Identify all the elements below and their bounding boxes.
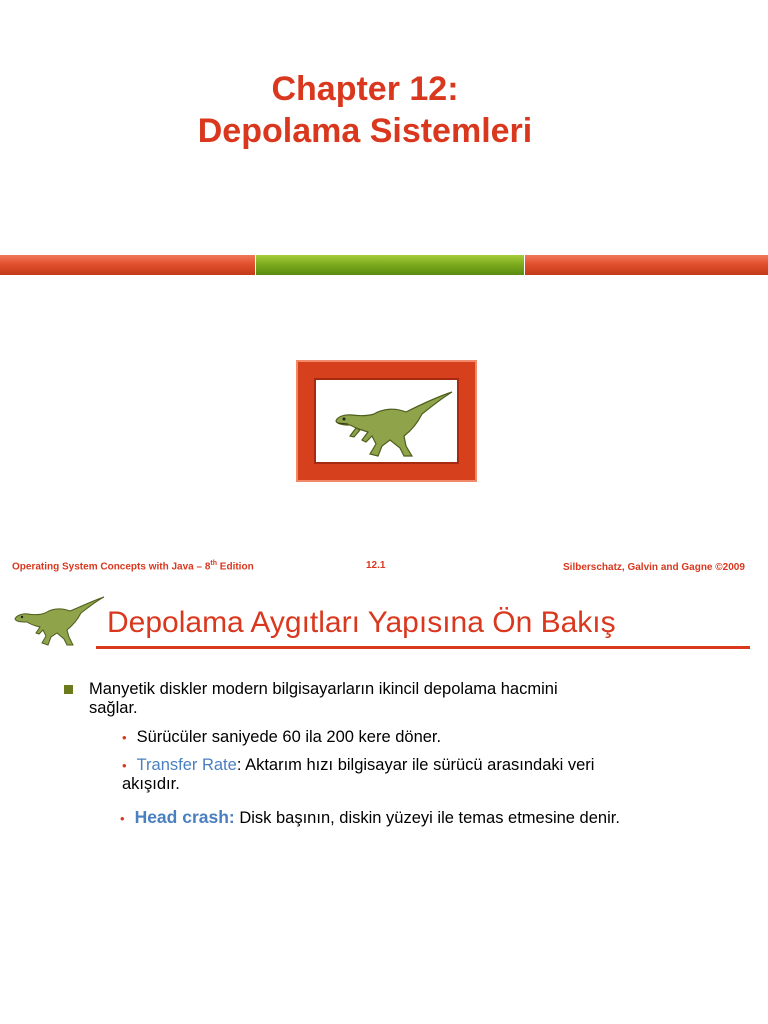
footer-copyright: Silberschatz, Galvin and Gagne ©2009 [563, 562, 745, 573]
sub-bullet-item: • Sürücüler saniyede 60 ila 200 kere döner. [122, 728, 442, 746]
decorative-band-middle [256, 255, 524, 275]
decorative-band-right [525, 255, 768, 275]
content-slide [0, 585, 768, 1024]
footer-page-number: 12.1 [366, 560, 386, 571]
bullet-dot: • [120, 811, 125, 826]
slide-heading: Depolama Aygıtları Yapısına Ön Bakış [107, 606, 616, 639]
heading-underline [96, 646, 750, 649]
square-bullet-icon [64, 685, 73, 694]
bullet-dot: • [122, 758, 127, 773]
dinosaur-picture-frame [298, 362, 475, 480]
title-line-1: Chapter 12: [271, 70, 459, 108]
sub-bullet-item: • Transfer Rate: Aktarım hızı bilgisayar ile sürücü arasındaki veri akışıdır. [122, 756, 595, 793]
footer-book-title: Operating System Concepts with Java – 8th Edition [12, 560, 254, 573]
decorative-band-left [0, 255, 255, 275]
term-head-crash: Head crash: [134, 807, 235, 827]
bullet-dot: • [122, 730, 127, 745]
bullet-item: Manyetik diskler modern bilgisayarların ikincil depolama hacmini sağlar. [89, 680, 558, 717]
slide-title [0, 68, 730, 152]
dinosaur-image [6, 591, 106, 649]
title-line-2: Depolama Sistemleri [197, 112, 533, 150]
sub-bullet-item: • Head crash: Disk başının, diskin yüzeyi ile temas etmesine denir. [120, 807, 620, 827]
term-transfer-rate: Transfer Rate [136, 756, 237, 774]
dinosaur-image [322, 384, 454, 462]
